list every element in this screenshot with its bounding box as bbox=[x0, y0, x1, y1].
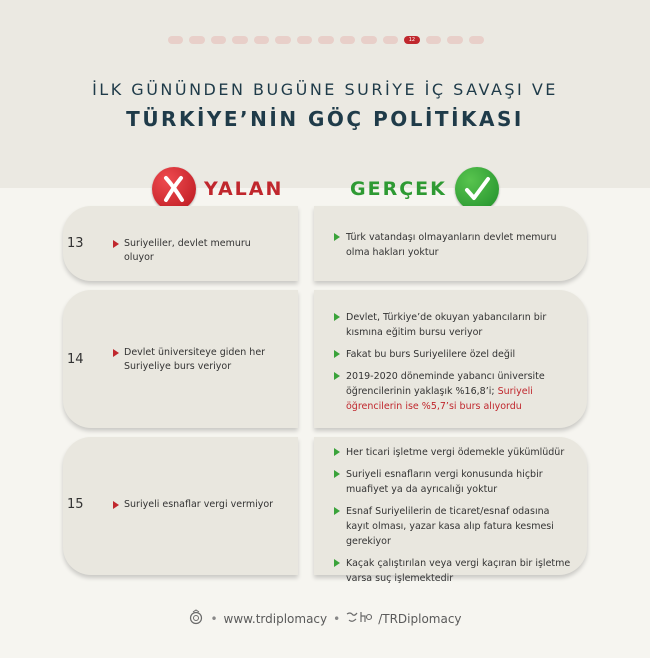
fact-item: Devlet, Türkiye’de okuyan yabancıların bir kısmına eğitim bursu veriyor bbox=[334, 310, 573, 340]
page-dot bbox=[254, 36, 269, 44]
page-dot bbox=[340, 36, 355, 44]
title-line-2: TÜRKİYE’NİN GÖÇ POLİTİKASI bbox=[126, 107, 524, 131]
page-dot bbox=[189, 36, 204, 44]
title-line-1: İLK GÜNÜNDEN BUGÜNE SURİYE İÇ SAVAŞI VE bbox=[92, 80, 558, 99]
row-number: 14 bbox=[67, 352, 84, 367]
fact-item: Kaçak çalıştırılan veya vergi kaçıran bir işletme varsa suç işlemektedir bbox=[334, 556, 573, 586]
claim-text: Suriyeli esnaflar vergi vermiyor bbox=[113, 498, 282, 512]
cross-icon bbox=[152, 167, 196, 211]
claim-card-13 bbox=[63, 206, 298, 281]
fact-list bbox=[334, 310, 573, 421]
fact-item: Suriyeli esnafların vergi konusunda hiçbir muafiyet ya da ayrıcalığı yoktur bbox=[334, 467, 573, 497]
page-dot bbox=[383, 36, 398, 44]
website-link[interactable]: www.trdiplomacy bbox=[223, 611, 328, 626]
page-dot bbox=[232, 36, 247, 44]
fact-card-14 bbox=[314, 290, 587, 428]
fact-item bbox=[334, 369, 573, 414]
page-dot bbox=[211, 36, 226, 44]
claim-card-14 bbox=[63, 290, 298, 428]
row-number: 15 bbox=[67, 497, 84, 512]
fact-text: 2019-2020 döneminde yabancı üniversite öğrencilerinin yaklaşık %16,8’i; bbox=[346, 371, 545, 397]
fact-card-13 bbox=[314, 206, 587, 281]
row-number: 13 bbox=[67, 236, 84, 251]
page-dot bbox=[275, 36, 290, 44]
false-label: YALAN bbox=[204, 178, 284, 200]
check-icon bbox=[455, 167, 499, 211]
footer bbox=[0, 609, 650, 628]
page-dot: 12 bbox=[404, 36, 419, 44]
claim-card-15 bbox=[63, 437, 298, 575]
fact-card-15 bbox=[314, 437, 587, 584]
true-label: GERÇEK bbox=[350, 178, 447, 200]
page-indicator bbox=[168, 36, 484, 45]
fact-item: Her ticari işletme vergi ödemekle yükümlüdür bbox=[334, 445, 573, 460]
fact-item: Esnaf Suriyelilerin de ticaret/esnaf odasına kayıt olması, yazar kasa alıp fatura kesmesi gerekiyor bbox=[334, 504, 573, 549]
fact-list bbox=[334, 230, 573, 267]
page-dot bbox=[297, 36, 312, 44]
page-dot bbox=[469, 36, 484, 44]
claim-text: Devlet üniversiteye giden her Suriyeliye burs veriyor bbox=[113, 346, 282, 374]
page-dot bbox=[168, 36, 183, 44]
page-dot bbox=[426, 36, 441, 44]
fact-list bbox=[334, 445, 573, 593]
separator: • bbox=[210, 611, 218, 626]
page-dot bbox=[447, 36, 462, 44]
emblem-icon bbox=[188, 609, 204, 628]
true-header bbox=[350, 167, 499, 211]
claim-text: Suriyeliler, devlet memuru oluyor bbox=[113, 237, 282, 265]
fact-item: Fakat bu burs Suriyelilere özel değil bbox=[334, 347, 573, 362]
fact-highlight: Suriyeli öğrencilerin ise %5,7’si burs alıyordu bbox=[346, 386, 533, 412]
fact-item: Türk vatandaşı olmayanların devlet memuru olma hakları yoktur bbox=[334, 230, 573, 260]
social-handle[interactable]: /TRDiplomacy bbox=[378, 611, 462, 626]
page-dot bbox=[318, 36, 333, 44]
false-header bbox=[152, 167, 283, 211]
page-dot bbox=[361, 36, 376, 44]
separator: • bbox=[333, 611, 341, 626]
social-icons bbox=[346, 610, 372, 627]
